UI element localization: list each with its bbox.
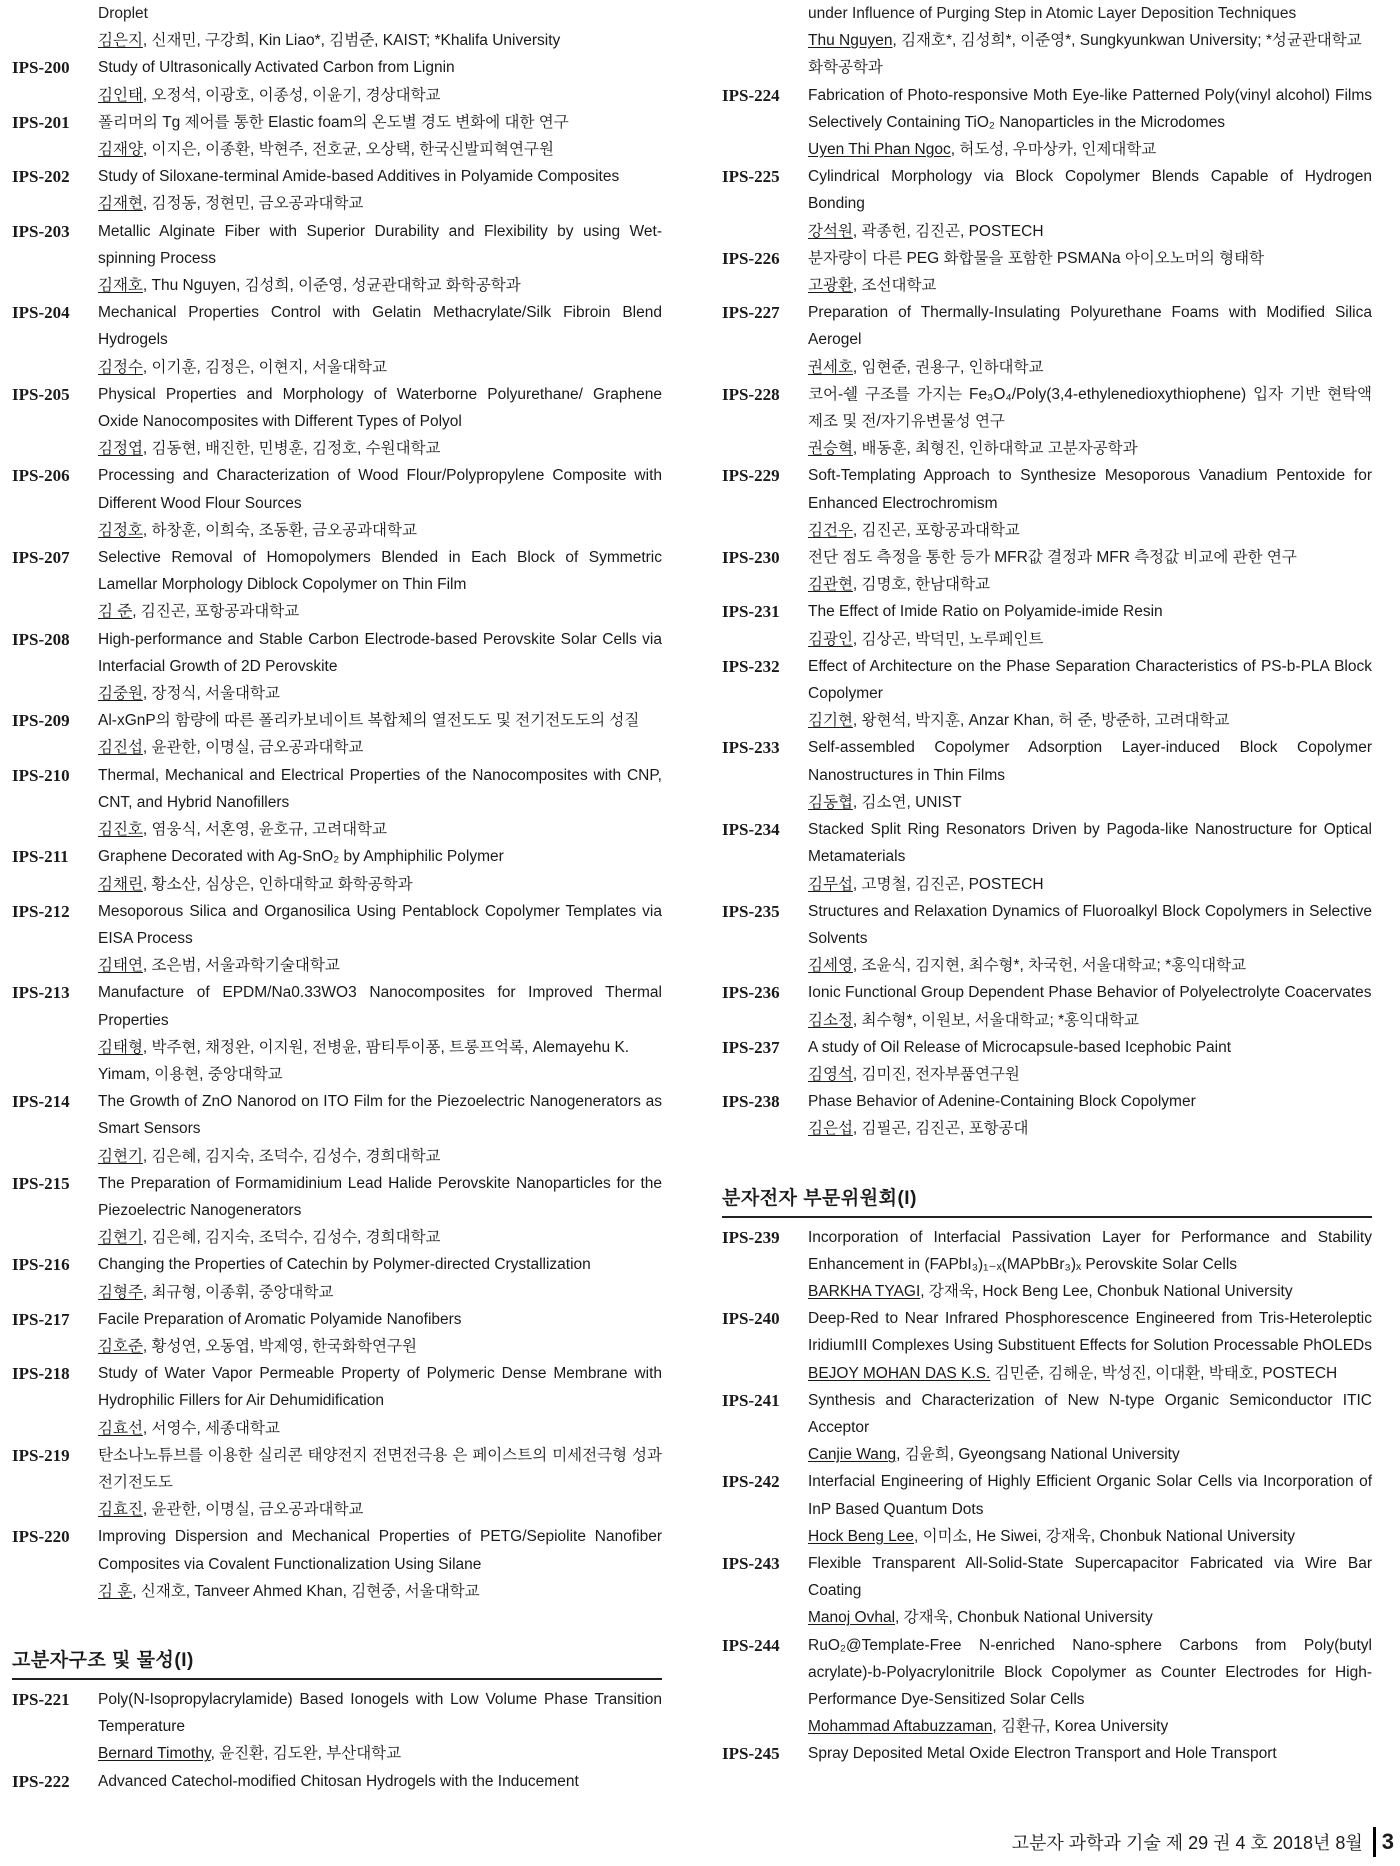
entry-authors: , 김미진, 전자부품연구원 (852, 1065, 1020, 1083)
entry-presenter: 김 훈 (98, 1582, 133, 1600)
entry-authors: , 김소연, UNIST (852, 793, 962, 811)
entry-presenter: 김호준 (98, 1337, 143, 1355)
entry-code: IPS-205 (12, 384, 70, 404)
section-heading-left: 고분자구조 및 물성(I) (12, 1645, 662, 1680)
entry-title: Fabrication of Photo-responsive Moth Eye-like Patterned Poly(vinyl alcohol) Films Selectively Containing TiO₂ Nanoparticles in the Microdomes (808, 86, 1372, 131)
entry-authors-line (808, 272, 1372, 299)
entry-code: IPS-237 (722, 1037, 780, 1057)
entry-authors-line (98, 734, 662, 761)
abstract-entry (722, 163, 1372, 245)
abstract-entry (12, 299, 662, 381)
entry-presenter: BEJOY MOHAN DAS K.S. (808, 1364, 991, 1382)
entry-presenter: 김현기 (98, 1229, 143, 1247)
entry-authors: , 김진곤, 포항공과대학교 (132, 603, 300, 621)
entry-authors-line (98, 1224, 662, 1251)
entry-title: Effect of Architecture on the Phase Separation Characteristics of PS-b-PLA Block Copolymer (808, 657, 1372, 703)
abstract-entry (722, 462, 1372, 544)
entry-title: Selective Removal of Homopolymers Blended in Each Block of Symmetric Lamellar Morphology Diblock Copolymer on Thin Film (98, 549, 662, 594)
entry-title: Graphene Decorated with Ag-SnO₂ by Amphiphilic Polymer (98, 848, 504, 866)
page-divider (1373, 1827, 1376, 1857)
abstract-entry (12, 54, 662, 108)
entry-code: IPS-227 (722, 303, 780, 323)
entry-title: Study of Ultrasonically Activated Carbon from Lignin (98, 59, 455, 77)
entry-title: Manufacture of EPDM/Na0.33WO3 Nanocomposites for Improved Thermal Properties (98, 984, 662, 1029)
entry-code: IPS-235 (722, 901, 780, 921)
entry-presenter: 김무섭 (808, 875, 853, 893)
entry-authors: , 김은혜, 김지숙, 조덕수, 김성수, 경희대학교 (142, 1147, 441, 1165)
abstract-entry (722, 299, 1372, 381)
entry-code: IPS-234 (722, 820, 780, 840)
abstract-entry (12, 626, 662, 708)
top-fragment-left (12, 0, 662, 54)
entry-authors: , 허도성, 우마상카, 인제대학교 (950, 141, 1157, 159)
entry-code: IPS-244 (722, 1635, 780, 1655)
abstract-entry (12, 1686, 662, 1768)
abstract-entry (722, 1088, 1372, 1142)
entry-title: Study of Water Vapor Permeable Property of Polymeric Dense Membrane with Hydrophilic Fillers for Air Dehumidification (98, 1365, 662, 1410)
entry-code: IPS-206 (12, 466, 70, 486)
entry-authors-line (98, 1333, 662, 1360)
entry-title: 폴리머의 Tg 제어를 통한 Elastic foam의 온도별 경도 변화에 대한 연구 (98, 113, 569, 131)
entry-presenter: Canjie Wang (808, 1446, 897, 1464)
right-column (722, 0, 1372, 1768)
entry-authors-line (98, 816, 662, 843)
entry-presenter: Hock Beng Lee (808, 1527, 914, 1545)
entry-code: IPS-216 (12, 1255, 70, 1275)
entry-presenter: 김은섭 (808, 1120, 853, 1138)
entry-title: Deep-Red to Near Infrared Phosphorescence Engineered from Tris-Heteroleptic IridiumIII Complexes Using Substituent Effects for Solution Processable PhOLEDs (808, 1310, 1373, 1355)
entry-code: IPS-215 (12, 1173, 70, 1193)
entry-authors: , 이기훈, 김정은, 이현지, 서울대학교 (142, 358, 387, 376)
entry-authors-line (98, 272, 662, 299)
abstract-entry (12, 707, 662, 761)
entry-authors: , 서영수, 세종대학교 (142, 1419, 280, 1437)
entry-authors-line (808, 626, 1372, 653)
entry-code: IPS-222 (12, 1771, 70, 1791)
entry-code: IPS-231 (722, 602, 780, 622)
entry-presenter: Bernard Timothy (98, 1745, 211, 1763)
entry-title: The Effect of Imide Ratio on Polyamide-imide Resin (808, 603, 1163, 621)
entry-authors: , 김환규, Korea University (992, 1718, 1169, 1736)
entry-authors: , 김재호*, 김성희*, 이준영*, Sungkyunkwan University; *성균관대학교 화학공학과 (808, 32, 1362, 77)
entry-authors: , 윤관한, 이명실, 금오공과대학교 (142, 1501, 364, 1519)
abstract-entry (12, 381, 662, 463)
entry-presenter: Thu Nguyen (808, 32, 893, 50)
entry-title: Self-assembled Copolymer Adsorption Layer-induced Block Copolymer Nanostructures in Thin Films (808, 739, 1372, 784)
entry-authors: , Thu Nguyen, 김성희, 이준영, 성균관대학교 화학공학과 (142, 277, 521, 295)
entry-authors-line (98, 1578, 662, 1605)
entry-presenter: Uyen Thi Phan Ngoc (808, 141, 951, 159)
entry-authors-line (98, 435, 662, 462)
section-heading-right: 분자전자 부문위원회(I) (722, 1183, 1372, 1218)
entry-title: Study of Siloxane-terminal Amide-based Additives in Polyamide Composites (98, 168, 620, 186)
entry-presenter: 김소정 (808, 1011, 853, 1029)
entry-presenter: 김재호 (98, 277, 143, 295)
entry-authors-line (98, 1279, 662, 1306)
entry-authors: , 윤관한, 이명실, 금오공과대학교 (142, 739, 364, 757)
entry-authors: , 신재호, Tanveer Ahmed Khan, 김현중, 서울대학교 (132, 1582, 480, 1600)
entry-title: Stacked Split Ring Resonators Driven by Pagoda-like Nanostructure for Optical Metamaterials (808, 821, 1372, 866)
entry-presenter: 김재양 (98, 141, 143, 159)
abstract-entry (722, 979, 1372, 1033)
entry-title: Al-xGnP의 함량에 따른 폴리카보네이트 복합체의 열전도도 및 전기전도도의 성질 (98, 712, 640, 730)
entry-presenter: 김 준 (98, 603, 133, 621)
entry-code: IPS-224 (722, 85, 780, 105)
abstract-entry (722, 1305, 1372, 1387)
entry-code: IPS-225 (722, 167, 780, 187)
entry-authors: , 고명철, 김진곤, POSTECH (852, 875, 1044, 893)
entry-code: IPS-232 (722, 656, 780, 676)
entry-authors: , 황소산, 심상은, 인하대학교 화학공학과 (142, 875, 413, 893)
entry-code: IPS-202 (12, 167, 70, 187)
entry-authors: , 김진곤, 포항공과대학교 (852, 521, 1020, 539)
entry-authors: , 김윤희, Gyeongsang National University (896, 1446, 1180, 1464)
entry-authors-line (98, 136, 662, 163)
entry-authors: , 강재욱, Hock Beng Lee, Chonbuk National University (920, 1282, 1293, 1300)
entry-authors-line (98, 1740, 662, 1767)
entry-code: IPS-217 (12, 1309, 70, 1329)
entry-authors: , 최규형, 이종휘, 중앙대학교 (142, 1283, 334, 1301)
entry-presenter: 권승혁 (808, 440, 853, 458)
entry-presenter: 강석원 (808, 222, 853, 240)
entry-authors: , 오정석, 이광호, 이종성, 이윤기, 경상대학교 (142, 86, 441, 104)
entry-title: A study of Oil Release of Microcapsule-based Icephobic Paint (808, 1038, 1232, 1056)
entry-title: Thermal, Mechanical and Electrical Properties of the Nanocomposites with CNP, CNT, and Hybrid Nanofillers (98, 766, 662, 811)
entry-presenter: 고광환 (808, 277, 853, 295)
entry-code: IPS-204 (12, 303, 70, 323)
entry-title: Improving Dispersion and Mechanical Properties of PETG/Sepiolite Nanofiber Composites via Covalent Functionalization Using Silane (98, 1528, 662, 1573)
entry-authors-line (808, 1604, 1372, 1631)
entry-presenter: 김진섭 (98, 739, 143, 757)
entry-authors: , 임현준, 권용구, 인하대학교 (852, 358, 1044, 376)
entry-presenter: 김관현 (808, 576, 853, 594)
abstract-entry (12, 163, 662, 217)
entry-authors: , 조은범, 서울과학기술대학교 (142, 957, 340, 975)
entry-title: The Growth of ZnO Nanorod on ITO Film for the Piezoelectric Nanogenerators as Smart Sensors (98, 1093, 662, 1138)
abstract-entry (12, 1360, 662, 1442)
entry-authors: , 박주현, 채정완, 이지원, 전병윤, 팜티투이퐁, 트롱프억록, Alemayehu K. Yimam, 이용현, 중앙대학교 (98, 1038, 630, 1083)
entry-code: IPS-209 (12, 711, 70, 731)
entry-presenter: 김동협 (808, 793, 853, 811)
entry-code: IPS-211 (12, 847, 69, 867)
entry-code: IPS-201 (12, 112, 70, 132)
entry-authors: , 조윤식, 김지현, 최수형*, 차국헌, 서울대학교; *홍익대학교 (852, 957, 1247, 975)
entry-title: 분자량이 다른 PEG 화합물을 포함한 PSMANa 아이오노머의 형태학 (808, 249, 1265, 267)
abstract-entry (722, 734, 1372, 816)
entry-authors-line (98, 871, 662, 898)
entry-authors-line (808, 354, 1372, 381)
entry-authors-line (808, 789, 1372, 816)
entry-presenter: 김은지 (98, 32, 143, 50)
entry-authors: , 이지은, 이종환, 박현주, 전호균, 오상택, 한국신발피혁연구원 (142, 141, 554, 159)
entry-title: Mesoporous Silica and Organosilica Using Pentablock Copolymer Templates via EISA Process (98, 902, 662, 947)
entry-authors: , 강재욱, Chonbuk National University (895, 1609, 1153, 1627)
abstract-entry (12, 1442, 662, 1524)
abstract-entry (722, 1034, 1372, 1088)
page-footer (1012, 1824, 1400, 1860)
entry-code: IPS-240 (722, 1309, 780, 1329)
entry-presenter: 김채린 (98, 875, 143, 893)
entry-code: IPS-219 (12, 1445, 70, 1465)
entry-authors-line (808, 707, 1372, 734)
entry-title: Structures and Relaxation Dynamics of Fluoroalkyl Block Copolymers in Selective Solvents (808, 902, 1372, 947)
entry-title-tail: under Influence of Purging Step in Atomic Layer Deposition Techniques (808, 5, 1297, 22)
entry-title: Incorporation of Interfacial Passivation Layer for Performance and Stability Enhancement in (FAPbI₃)₁₋ₓ(MAPbBr₃)ₓ Perovskite Solar Cells (808, 1228, 1372, 1273)
entry-title: Flexible Transparent All-Solid-State Supercapacitor Fabricated via Wire Bar Coating (808, 1554, 1372, 1600)
entry-title: Synthesis and Characterization of New N-type Organic Semiconductor ITIC Acceptor (808, 1391, 1372, 1436)
entry-authors: , 왕현석, 박지훈, Anzar Khan, 허 준, 방준하, 고려대학교 (852, 712, 1230, 730)
entry-presenter: 김광인 (808, 630, 853, 648)
abstract-entry (12, 898, 662, 980)
entry-code: IPS-233 (722, 738, 780, 758)
entry-title: RuO₂@Template-Free N-enriched Nano-sphere Carbons from Poly(butyl acrylate)-b-Polyacrylonitrile Block Copolymer as Counter Electrodes for High-Performance Dye-Sensitized Solar Cells (808, 1636, 1372, 1708)
entry-code: IPS-212 (12, 901, 70, 921)
entry-title: 코어-쉘 구조를 가지는 Fe₃O₄/Poly(3,4-ethylenedioxythiophene) 입자 기반 현탁액 제조 및 전/자기유변물성 연구 (808, 385, 1372, 431)
entry-code: IPS-218 (12, 1364, 70, 1384)
entry-list-left (12, 54, 662, 1605)
entry-authors-line (808, 871, 1372, 898)
entry-code: IPS-236 (722, 983, 780, 1003)
entry-authors: , 김명호, 한남대학교 (852, 576, 990, 594)
abstract-entry (722, 1740, 1372, 1767)
abstract-entry (12, 1768, 662, 1795)
abstract-entry (722, 82, 1372, 164)
entry-presenter: 김중원 (98, 685, 143, 703)
entry-authors-line (98, 354, 662, 381)
entry-presenter: 김효진 (98, 1501, 143, 1519)
entry-presenter: 김재현 (98, 195, 143, 213)
entry-authors-line (808, 1007, 1372, 1034)
abstract-entry (12, 843, 662, 897)
abstract-entry (12, 762, 662, 844)
entry-authors-line (808, 1115, 1372, 1142)
page-number: 3 (1381, 1829, 1394, 1854)
entry-list-right-2 (722, 1224, 1372, 1768)
abstract-entry (12, 1170, 662, 1252)
entry-title: Preparation of Thermally-Insulating Polyurethane Foams with Modified Silica Aerogel (808, 304, 1372, 349)
entry-title: Interfacial Engineering of Highly Efficient Organic Solar Cells via Incorporation of InP Based Quantum Dots (808, 1473, 1372, 1518)
abstract-entry (722, 381, 1372, 463)
entry-authors: , 신재민, 구강희, Kin Liao*, 김범준, KAIST; *Khalifa University (142, 32, 561, 50)
entry-presenter: 김태연 (98, 957, 143, 975)
entry-authors-line (98, 952, 662, 979)
entry-title: Facile Preparation of Aromatic Polyamide Nanofibers (98, 1310, 462, 1328)
entry-authors-line (98, 82, 662, 109)
entry-authors: , 하창훈, 이희숙, 조동환, 금오공과대학교 (142, 521, 417, 539)
entry-title: Ionic Functional Group Dependent Phase Behavior of Polyelectrolyte Coacervates (808, 984, 1372, 1002)
abstract-entry (722, 898, 1372, 980)
entry-title-tail: Droplet (98, 5, 148, 22)
entry-authors: , 황성연, 오동엽, 박제영, 한국화학연구원 (142, 1337, 417, 1355)
entry-code: IPS-229 (722, 466, 780, 486)
entry-authors: , 최수형*, 이원보, 서울대학교; *홍익대학교 (852, 1011, 1140, 1029)
entry-authors: , 곽종헌, 김진곤, POSTECH (852, 222, 1044, 240)
entry-authors-line (808, 136, 1372, 163)
abstract-entry (722, 1224, 1372, 1306)
entry-authors-line (98, 1143, 662, 1170)
entry-code: IPS-245 (722, 1744, 780, 1764)
abstract-entry (722, 1468, 1372, 1550)
entry-title: Changing the Properties of Catechin by Polymer-directed Crystallization (98, 1256, 591, 1274)
entry-code: IPS-241 (722, 1390, 780, 1410)
left-column (12, 0, 662, 1795)
entry-code: IPS-230 (722, 548, 780, 568)
entry-authors-line (808, 218, 1372, 245)
entry-code: IPS-243 (722, 1553, 780, 1573)
entry-authors-line (808, 1523, 1372, 1550)
abstract-entry (722, 598, 1372, 652)
abstract-entry (12, 109, 662, 163)
entry-presenter: 김정엽 (98, 440, 143, 458)
abstract-entry (12, 1088, 662, 1170)
entry-authors: , 김은혜, 김지숙, 조덕수, 김성수, 경희대학교 (142, 1229, 441, 1247)
entry-presenter: 김현기 (98, 1147, 143, 1165)
abstract-entry (12, 979, 662, 1088)
entry-code: IPS-200 (12, 58, 70, 78)
entry-authors-line (808, 1061, 1372, 1088)
abstract-entry (12, 544, 662, 626)
entry-code: IPS-238 (722, 1092, 780, 1112)
entry-title: 탄소나노튜브를 이용한 실리콘 태양전지 전면전극용 은 페이스트의 미세전극형 성과 전기전도도 (98, 1446, 662, 1491)
entry-authors-line (98, 1415, 662, 1442)
entry-title: Cylindrical Morphology via Block Copolymer Blends Capable of Hydrogen Bonding (808, 168, 1372, 213)
entry-authors: , 장정식, 서울대학교 (142, 685, 280, 703)
abstract-entry (12, 1306, 662, 1360)
abstract-entry (12, 218, 662, 300)
entry-code: IPS-213 (12, 983, 70, 1003)
entry-title: Spray Deposited Metal Oxide Electron Transport and Hole Transport (808, 1745, 1277, 1763)
entry-presenter: 김정호 (98, 521, 143, 539)
entry-presenter: 김형주 (98, 1283, 143, 1301)
entry-title: 전단 점도 측정을 통한 등가 MFR값 결정과 MFR 측정값 비교에 관한 연구 (808, 549, 1297, 567)
entry-list-left-2 (12, 1686, 662, 1795)
entry-title: Advanced Catechol-modified Chitosan Hydrogels with the Inducement (98, 1772, 579, 1790)
entry-presenter: 김정수 (98, 358, 143, 376)
entry-authors: , 김동현, 배진한, 민병훈, 김정호, 수원대학교 (142, 440, 441, 458)
entry-title: The Preparation of Formamidinium Lead Halide Perovskite Nanoparticles for the Piezoelectric Nanogenerators (98, 1174, 662, 1219)
entry-list-right (722, 82, 1372, 1143)
entry-title: Poly(N-Isopropylacrylamide) Based Ionogels with Low Volume Phase Transition Temperature (98, 1690, 662, 1736)
entry-code: IPS-203 (12, 221, 70, 241)
entry-title: Physical Properties and Morphology of Waterborne Polyurethane/ Graphene Oxide Nanocomposites with Different Types of Polyol (98, 385, 662, 431)
entry-authors-line (98, 190, 662, 217)
entry-presenter: 권세호 (808, 358, 853, 376)
entry-authors-line (808, 1278, 1372, 1305)
entry-title: Mechanical Properties Control with Gelatin Methacrylate/Silk Fibroin Blend Hydrogels (98, 304, 662, 349)
entry-presenter: BARKHA TYAGI (808, 1282, 921, 1300)
abstract-entry (722, 245, 1372, 299)
entry-authors: , 조선대학교 (852, 277, 937, 295)
entry-presenter: Manoj Ovhal (808, 1609, 896, 1627)
entry-authors-line (808, 1360, 1372, 1387)
journal-info: 고분자 과학과 기술 제 29 권 4 호 2018년 8월 (1011, 1833, 1363, 1853)
entry-authors-line (98, 598, 662, 625)
entry-authors: , 이미소, He Siwei, 강재욱, Chonbuk National University (914, 1527, 1296, 1545)
entry-authors-line (808, 571, 1372, 598)
abstract-entry (722, 816, 1372, 898)
entry-authors: , 김상곤, 박덕민, 노루페인트 (852, 630, 1044, 648)
entry-authors: , 김필곤, 김진곤, 포항공대 (852, 1120, 1029, 1138)
entry-presenter: 김영석 (808, 1065, 853, 1083)
abstract-entry (722, 653, 1372, 735)
entry-code: IPS-207 (12, 548, 70, 568)
abstract-entry (722, 544, 1372, 598)
entry-code: IPS-214 (12, 1092, 70, 1112)
entry-authors-line (808, 517, 1372, 544)
entry-title: High-performance and Stable Carbon Electrode-based Perovskite Solar Cells via Interfacial Growth of 2D Perovskite (98, 630, 662, 675)
entry-authors-line (98, 1496, 662, 1523)
entry-code: IPS-210 (12, 765, 70, 785)
abstract-entry (722, 1387, 1372, 1469)
entry-title: Soft-Templating Approach to Synthesize Mesoporous Vanadium Pentoxide for Enhanced Electrochromism (808, 467, 1372, 512)
entry-authors-line (98, 1034, 662, 1088)
entry-authors-line (98, 680, 662, 707)
entry-presenter: 김태형 (98, 1038, 143, 1056)
entry-authors: , 염웅식, 서혼영, 윤호규, 고려대학교 (142, 821, 387, 839)
top-fragment-right (722, 0, 1372, 82)
entry-authors-line (808, 952, 1372, 979)
entry-presenter: 김기현 (808, 712, 853, 730)
entry-presenter: 김인태 (98, 86, 143, 104)
entry-presenter: Mohammad Aftabuzzaman (808, 1718, 993, 1736)
entry-authors-line (808, 1441, 1372, 1468)
entry-authors: , 배동훈, 최형진, 인하대학교 고분자공학과 (852, 440, 1138, 458)
entry-title: Processing and Characterization of Wood Flour/Polypropylene Composite with Different Wood Flour Sources (98, 467, 662, 512)
entry-authors-line (808, 435, 1372, 462)
entry-code: IPS-221 (12, 1689, 70, 1709)
entry-code: IPS-208 (12, 629, 70, 649)
entry-authors-line (98, 517, 662, 544)
entry-authors-line (808, 1713, 1372, 1740)
entry-presenter: 김건우 (808, 521, 853, 539)
entry-code: IPS-239 (722, 1227, 780, 1247)
abstract-entry (12, 1251, 662, 1305)
entry-authors: , 윤진환, 김도완, 부산대학교 (210, 1745, 402, 1763)
entry-code: IPS-220 (12, 1527, 70, 1547)
entry-code: IPS-226 (722, 248, 780, 268)
abstract-entry (722, 1632, 1372, 1741)
entry-authors: , 김정동, 정현민, 금오공과대학교 (142, 195, 364, 213)
entry-title: Phase Behavior of Adenine-Containing Block Copolymer (808, 1093, 1196, 1111)
abstract-entry (12, 462, 662, 544)
entry-presenter: 김진호 (98, 821, 143, 839)
entry-code: IPS-228 (722, 384, 780, 404)
abstract-entry (12, 1523, 662, 1605)
entry-presenter: 김효선 (98, 1419, 143, 1437)
entry-title: Metallic Alginate Fiber with Superior Durability and Flexibility by using Wet-spinning Process (98, 222, 662, 267)
abstract-entry (722, 1550, 1372, 1632)
entry-code: IPS-242 (722, 1472, 780, 1492)
entry-authors: 김민준, 김해운, 박성진, 이대환, 박태호, POSTECH (990, 1364, 1338, 1382)
entry-presenter: 김세영 (808, 957, 853, 975)
